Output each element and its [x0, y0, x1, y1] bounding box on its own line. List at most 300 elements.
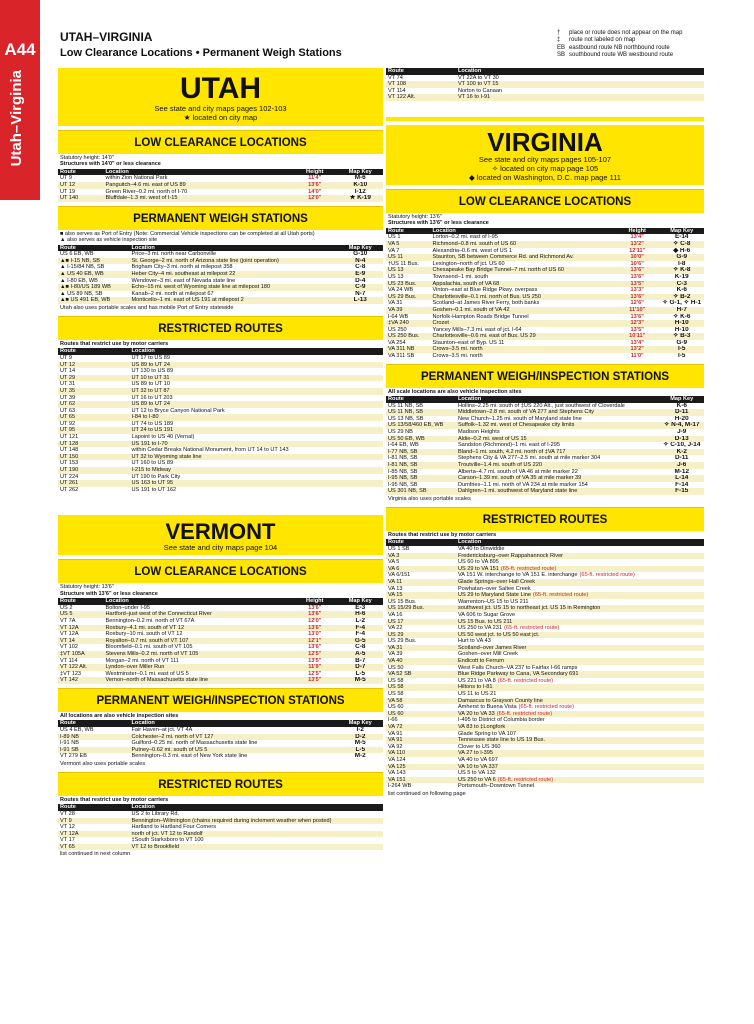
location-text: Fredericksburg–over Rappahannock River: [457, 552, 564, 559]
route-cell: VA 91: [386, 737, 456, 744]
location-cell: Middletown–2.8 mi. south of VA 277 and Stephens City: [456, 409, 660, 416]
table-row: [386, 287, 704, 294]
route-cell: VA 5: [388, 559, 400, 566]
route-cell: UT 35: [58, 388, 130, 395]
route-cell: VA 91: [388, 730, 403, 737]
table-row: [58, 831, 383, 838]
height-cell: 10'6": [630, 260, 644, 267]
map-key-cell: N-7: [355, 290, 366, 297]
table-row: [58, 658, 383, 665]
location-cell: [456, 698, 704, 705]
route-cell: VA 24 WB: [388, 287, 414, 294]
table-row: [386, 579, 704, 586]
route-cell: US 58: [386, 684, 456, 691]
table-row: [386, 619, 704, 626]
restriction-note: (65-ft. restricted route): [579, 572, 635, 579]
route-cell: US 60: [386, 711, 456, 718]
location-cell: [456, 632, 704, 639]
location-text: VA 20 to VA 33: [457, 710, 495, 717]
location-cell: VT 16 to I-91: [456, 94, 704, 101]
route-cell: UT 150: [58, 454, 130, 461]
map-key-cell: G-5: [338, 638, 384, 645]
map-key-cell: M-5: [338, 677, 384, 684]
location-cell: US 191 to I-70: [130, 441, 384, 448]
map-key-cell: N-4: [338, 258, 384, 265]
map-key-cell: ✧ N-4, M-17: [659, 422, 704, 429]
route-cell: ‡VT 123: [60, 670, 82, 677]
route-cell: VA 254: [388, 339, 406, 346]
route-cell: VA 72: [386, 724, 456, 731]
location-cell: [456, 744, 704, 751]
location-cell: Troutville–1.4 mi. south of US 220: [456, 462, 660, 469]
table-row: [58, 401, 383, 408]
location-text: I-495 to District of Columbia border: [457, 717, 545, 724]
route-cell: VT 17: [60, 837, 75, 844]
table-header-row: [386, 539, 704, 546]
route-cell: US 13 NB, SB: [388, 415, 424, 422]
route-cell: VA 5: [386, 241, 431, 248]
column-header: Route: [386, 396, 456, 403]
route-cell: VT 114: [60, 657, 78, 664]
table-row: [386, 777, 704, 784]
table-row: [58, 811, 383, 818]
location-cell: Norfolk-Hampton Roads Bridge Tunnel: [432, 313, 529, 320]
location-text: Powhatan–over Saltee Creek: [457, 585, 531, 592]
column-header: Route: [58, 169, 104, 176]
table-row: [386, 449, 704, 456]
location-cell: Aldie–0.2 mi. west of US 15: [456, 436, 660, 443]
location-cell: Hartland to Hartland Four Corners: [131, 824, 217, 831]
table-row: [58, 611, 383, 618]
section-title: LOW CLEARANCE LOCATIONS: [386, 189, 704, 213]
route-cell: VA 39: [386, 307, 431, 314]
column-header: Location: [456, 68, 704, 75]
location-cell: Sandston (Richmond)–1 mi. east of I-295: [457, 442, 560, 449]
location-text: US 250 to VA 6: [457, 776, 496, 783]
restriction-note: (65-ft. restricted route): [504, 625, 560, 632]
table-header-row: [58, 720, 383, 727]
section-title: LOW CLEARANCE LOCATIONS: [58, 130, 383, 154]
route-cell: VA 11: [386, 579, 456, 586]
legend-row: [555, 37, 684, 44]
map-key-cell: D-11: [674, 455, 689, 462]
table-row: [58, 395, 383, 402]
route-cell: VT 279 EB: [60, 753, 87, 760]
table-row: [58, 182, 383, 189]
route-cell: US 15/29 Bus.: [386, 605, 456, 612]
location-cell: [456, 605, 704, 612]
column-header: Map Key: [338, 169, 384, 176]
route-cell: UT 224: [60, 473, 79, 480]
map-key-cell: I-5: [678, 353, 686, 360]
route-cell: VT 12A: [58, 831, 130, 838]
route-cell: US 250 Bus.: [386, 333, 431, 340]
table-row: [386, 455, 704, 462]
route-cell: I-91 NB: [60, 740, 79, 747]
column-header: Location: [431, 228, 615, 235]
location-text: Clover to US 360: [457, 743, 501, 750]
location-text: Glade Spring to VA 107: [457, 730, 517, 737]
route-cell: US 58: [388, 677, 404, 684]
location-cell: St. George–2 mi. north of Arizona state line (joint operation): [130, 258, 338, 265]
height-cell: 13'6": [615, 267, 660, 274]
map-key-cell: D-13: [659, 436, 704, 443]
table-row: [386, 704, 704, 711]
legend-cell: route not labeled on map: [569, 37, 636, 44]
table-header-row: [58, 598, 383, 605]
restriction-note: (65-ft. restricted route): [496, 710, 553, 717]
map-key-cell: K-19: [674, 273, 689, 280]
column-header: Map Key: [338, 720, 384, 727]
column-header: Height: [292, 169, 338, 176]
location-cell: Madison Heights: [457, 429, 500, 436]
page-subtitle: Low Clearance Locations • Permanent Weigh Stations: [60, 47, 342, 59]
location-cell: Chesapeake Bay Bridge Tunnel–7 mi. north of US 60: [431, 267, 615, 274]
location-cell: Bluffdale–1.3 mi. west of I-15: [104, 195, 293, 202]
table-row: [58, 447, 383, 454]
location-text: VA 10 to VA 337: [457, 763, 498, 770]
location-cell: US 89 to UT 10: [131, 381, 170, 388]
route-cell: VA 52 SB: [386, 671, 456, 678]
table-row: [386, 658, 704, 665]
route-cell: US 2: [60, 604, 73, 611]
route-cell: VA 31: [388, 300, 403, 307]
table-row: [386, 724, 704, 731]
table-row: [58, 844, 383, 851]
map-key-cell: L-13: [338, 297, 384, 304]
column-header: Route: [386, 68, 456, 75]
table-row: [386, 488, 704, 495]
height-cell: 10'0": [615, 254, 660, 261]
table-row: [58, 631, 383, 638]
route-cell: ▲ US 40 EB, WB: [58, 271, 130, 278]
table-row: [386, 353, 704, 360]
location-cell: Dumfries–1.1 mi. north of VA 234 at mile marker 154: [457, 481, 588, 488]
column-header: Map Key: [659, 228, 704, 235]
state-maps: See state and city maps page 104: [163, 543, 278, 553]
table-row: [386, 691, 704, 698]
note: Routes that restrict use by motor carriers: [388, 531, 497, 538]
height-cell: 12'6": [630, 300, 644, 307]
location-text: US 29 to Maryland State Line: [457, 592, 532, 599]
map-key-cell: L-5: [338, 747, 384, 754]
route-cell: I-91 SB: [58, 747, 130, 754]
table-header-row: [58, 169, 383, 176]
location-cell: Fair Haven–at jct. VT 4A: [131, 726, 193, 733]
height-cell: 13'2": [615, 241, 660, 248]
route-cell: US 6 EB, WB: [60, 251, 94, 258]
location-cell: Crows–3.5 mi. north: [432, 353, 483, 360]
route-cell: UT 29: [58, 375, 130, 382]
route-cell: UT 190: [58, 467, 130, 474]
route-cell: VT 12A: [60, 631, 79, 638]
legend: [555, 30, 750, 60]
table-row: [58, 487, 383, 494]
table-row: [386, 462, 704, 469]
map-key-cell: D-4: [355, 277, 366, 284]
height-cell: 11'9": [292, 664, 338, 671]
table-row: [386, 678, 704, 685]
route-cell: VT 12A: [58, 625, 104, 632]
location-cell: Echo–15 mi. west of Wyoming state line at milepost 180: [130, 284, 338, 291]
location-cell: Norton to Canaan: [457, 87, 503, 94]
table-row: [386, 307, 704, 314]
map-key-cell: ✧ C-10, J-14: [663, 442, 701, 449]
height-cell: 13'3": [630, 287, 644, 294]
route-cell: US 50 EB, WB: [386, 436, 456, 443]
section-title: PERMANENT WEIGH/INSPECTION STATIONS: [58, 688, 383, 712]
height-cell: 13'2": [615, 346, 660, 353]
location-cell: Richmond–0.8 mi. south of US 60: [431, 241, 615, 248]
route-cell: I-64 WB: [388, 313, 409, 320]
height-cell: 13'5": [308, 657, 322, 664]
height-cell: 13'5": [292, 677, 338, 684]
vermont-restricted-continued-table: [386, 68, 704, 101]
location-cell: US 89 to UT 24: [130, 401, 384, 408]
table-row: [386, 559, 704, 566]
column-header: Location: [130, 720, 338, 727]
table-row: [58, 837, 383, 844]
table-row: [58, 651, 383, 658]
route-cell: US 29 Bus.: [388, 638, 417, 645]
table-row: [386, 261, 704, 268]
table-row: [58, 441, 383, 448]
location-cell: [456, 651, 704, 658]
map-key-cell: D-7: [338, 664, 384, 671]
table-row: [58, 677, 383, 684]
location-text: US 250 to VA 231: [457, 625, 503, 632]
map-key-cell: G-10: [353, 251, 368, 258]
location-cell: UT 24 to US 191: [130, 427, 384, 434]
route-cell: UT 63: [60, 407, 76, 414]
route-cell: VA 125: [386, 764, 456, 771]
table-row: [386, 645, 704, 652]
legend-row: [555, 52, 684, 59]
location-cell: [456, 724, 704, 731]
location-text: US 11 to US 21: [457, 691, 497, 698]
table-row: [386, 572, 704, 579]
location-cell: [456, 711, 704, 718]
location-cell: UT 160 to US 89: [131, 460, 174, 467]
legend-cell: EB: [557, 44, 566, 51]
location-cell: Brigham City–3 mi. north at milepost 358: [131, 264, 233, 271]
column-header: Location: [104, 598, 293, 605]
location-cell: Carson–1.39 mi. south of VA 35 at mile marker 39: [456, 475, 660, 482]
location-cell: Kanab–2 mi. north at milepost 67: [131, 290, 214, 297]
table-row: [386, 744, 704, 751]
table-footnote: Virginia also uses portable scales: [388, 495, 471, 502]
location-cell: Vernon–north of Massachusetts state line: [104, 677, 293, 684]
table-row: [386, 274, 704, 281]
note: All scale locations are also vehicle inspection sites: [388, 388, 522, 395]
route-cell: I-95 NB, SB: [386, 475, 456, 482]
location-cell: Alberta–4.7 mi. south of VA 46 at mile marker 22: [457, 468, 578, 475]
vermont-weigh-table: [58, 720, 383, 760]
table-row: [386, 241, 704, 248]
location-cell: Dahlgren–1 mi. southwest of Maryland state line: [456, 488, 660, 495]
state-name: VERMONT: [165, 519, 276, 545]
route-cell: VT 114: [388, 87, 406, 94]
note: All locations are also vehicle inspection sites: [60, 712, 179, 719]
location-text: US 60 to VA 895: [457, 559, 499, 566]
route-cell: UT 128: [58, 441, 130, 448]
table-row: [386, 254, 704, 261]
location-text: Damascus to Grayson County line: [457, 697, 543, 704]
state-maps: See state and city maps pages 105-107: [478, 154, 612, 164]
route-cell: US 13: [388, 273, 404, 280]
legend-cell: eastbound route NB northbound route: [569, 44, 670, 51]
map-key-cell: J-9: [677, 429, 687, 436]
note: Statutory height: 13'6" Structure with 13'6" or less clearance: [60, 584, 158, 597]
table-row: [386, 632, 704, 639]
location-cell: [456, 717, 704, 724]
location-cell: Lyndon–over Miller Run: [104, 664, 293, 671]
route-cell: VA 124: [388, 756, 406, 763]
table-header-row: [386, 228, 704, 235]
location-text: Tennessee state line to US 19 Bus.: [457, 737, 546, 744]
location-cell: Roxbury–10 mi. south of VT 12: [105, 631, 183, 638]
location-cell: Crows–3.5 mi. north: [431, 346, 615, 353]
location-cell: UT 10 to UT 31: [130, 375, 384, 382]
location-cell: VT 100 to VT 15: [456, 81, 704, 88]
route-cell: VT 65: [58, 844, 130, 851]
height-cell: 13'6": [630, 313, 644, 320]
table-row: [386, 482, 704, 489]
utah-low-clearance-table: [58, 169, 383, 202]
table-row: [58, 421, 383, 428]
route-cell: VA 151: [386, 777, 456, 784]
route-cell: VA 311 NB: [386, 346, 431, 353]
route-cell: US 301 NB, SB: [386, 488, 456, 495]
location-cell: UT 32 to UT 87: [130, 388, 384, 395]
column-header: Height: [615, 228, 660, 235]
location-cell: Suffolk–1.32 mi. west of Chesapeake city limits: [456, 422, 660, 429]
location-cell: [456, 559, 704, 566]
table-row: [386, 88, 704, 95]
map-key-cell: ✧ G-1, ✧ H-1: [662, 300, 702, 307]
route-cell: I-95 NB, SB: [388, 481, 418, 488]
height-cell: 10'11": [615, 333, 660, 340]
table-row: [386, 234, 704, 241]
table-row: [386, 737, 704, 744]
map-key-cell: H-20: [674, 415, 689, 422]
route-cell: VT 28: [60, 810, 75, 817]
table-row: [58, 388, 383, 395]
page-number: A44: [4, 40, 36, 59]
table-row: [58, 454, 383, 461]
location-cell: Bennington–0.3 mi. east of New York state line: [131, 753, 248, 760]
height-cell: 13'6": [308, 644, 322, 651]
location-cell: Price–3 mi. north near Carbonville: [131, 251, 217, 258]
page-header: [60, 30, 360, 59]
table-row: [58, 375, 383, 382]
column-header: Location: [130, 348, 384, 355]
route-cell: ▲ US 89 NB, SB: [60, 290, 103, 297]
location-cell: Colchester–2 mi. north of VT 127: [130, 734, 338, 741]
location-cell: [456, 757, 704, 764]
location-cell: Appalachia, south of VA 68: [431, 281, 615, 288]
height-cell: 13'6": [615, 294, 660, 301]
location-cell: Scotland–at James River Ferry, both banks: [432, 300, 540, 307]
location-cell: Yancey Mills–7.3 mi. east of jct. I-64: [432, 326, 522, 333]
restriction-note: (65-ft. restricted route): [497, 776, 554, 783]
state-locator: ◆ located on Washington, D.C. map page 111: [469, 172, 621, 182]
location-text: southwest jct. US 15 to northeast jct. US 15 in Remington: [457, 605, 601, 612]
route-cell: US 250: [388, 326, 407, 333]
restriction-note: (65-ft. restricted route): [533, 592, 589, 599]
location-cell: Royalton–0.7 mi. south of VT 107: [104, 638, 293, 645]
map-key-cell: C-3: [659, 281, 704, 288]
table-row: [58, 753, 383, 760]
section-title: PERMANENT WEIGH/INSPECTION STATIONS: [386, 364, 704, 388]
map-key-cell: ✧ K-8: [659, 267, 704, 274]
column-header: Map Key: [338, 598, 384, 605]
section-title: RESTRICTED ROUTES: [58, 772, 383, 796]
table-row: [386, 684, 704, 691]
table-row: [386, 429, 704, 436]
route-cell: UT 39: [60, 394, 76, 401]
location-text: Hurt to VA 43: [457, 638, 491, 645]
column-header: Route: [58, 348, 130, 355]
column-header: Location: [456, 396, 660, 403]
column-header: Route: [58, 598, 104, 605]
route-cell: VA 58: [386, 698, 456, 705]
height-cell: 11'10": [615, 307, 660, 314]
height-cell: 11'0": [630, 353, 644, 360]
map-key-cell: ◆ H-6: [673, 247, 691, 254]
route-cell: US 13/58/460 EB, WB: [386, 422, 456, 429]
location-cell: US 89 to UT 24: [130, 362, 384, 369]
location-cell: UT 32 to Wyoming state line: [130, 454, 384, 461]
height-cell: 11'4": [308, 175, 322, 182]
map-key-cell: ✧ C-8: [659, 241, 704, 248]
location-cell: [456, 737, 704, 744]
route-cell: UT 19: [60, 188, 76, 195]
table-row: [58, 271, 383, 278]
route-cell: UT 31: [60, 381, 76, 388]
route-cell: ▲■ US 491 EB, WB: [58, 297, 130, 304]
route-cell: ▲■ I-15 NB, SB: [58, 258, 130, 265]
route-cell: I-81 NB, SB: [388, 455, 418, 462]
restriction-note: (65-ft. restricted route): [500, 565, 557, 572]
table-row: [386, 294, 704, 301]
map-key-cell: D-11: [659, 409, 704, 416]
location-cell: [456, 599, 704, 606]
map-key-cell: K-6: [676, 402, 687, 409]
table-row: [386, 665, 704, 672]
table-row: [58, 195, 383, 202]
route-cell: ‡VA 240: [386, 320, 431, 327]
map-key-cell: I-5: [659, 346, 704, 353]
map-key-cell: G-9: [659, 254, 704, 261]
height-cell: 13'5": [630, 326, 644, 333]
virginia-banner: [386, 125, 704, 185]
height-cell: 12'3": [615, 320, 660, 327]
route-cell: UT 92: [60, 420, 76, 427]
virginia-weigh-table: [386, 396, 704, 495]
map-key-cell: J-6: [659, 462, 704, 469]
table-row: [386, 625, 704, 632]
route-cell: VT 74: [388, 74, 403, 81]
location-cell: Townsend–1 mi. south: [432, 273, 489, 280]
height-cell: 12'5": [292, 651, 338, 658]
table-header-row: [58, 245, 383, 252]
state-name: UTAH: [179, 72, 262, 105]
route-cell: ▲ I-15/84 NB, SB: [60, 264, 105, 271]
location-cell: [456, 553, 704, 560]
map-key-cell: E-9: [338, 271, 384, 278]
route-cell: UT 14: [60, 368, 76, 375]
